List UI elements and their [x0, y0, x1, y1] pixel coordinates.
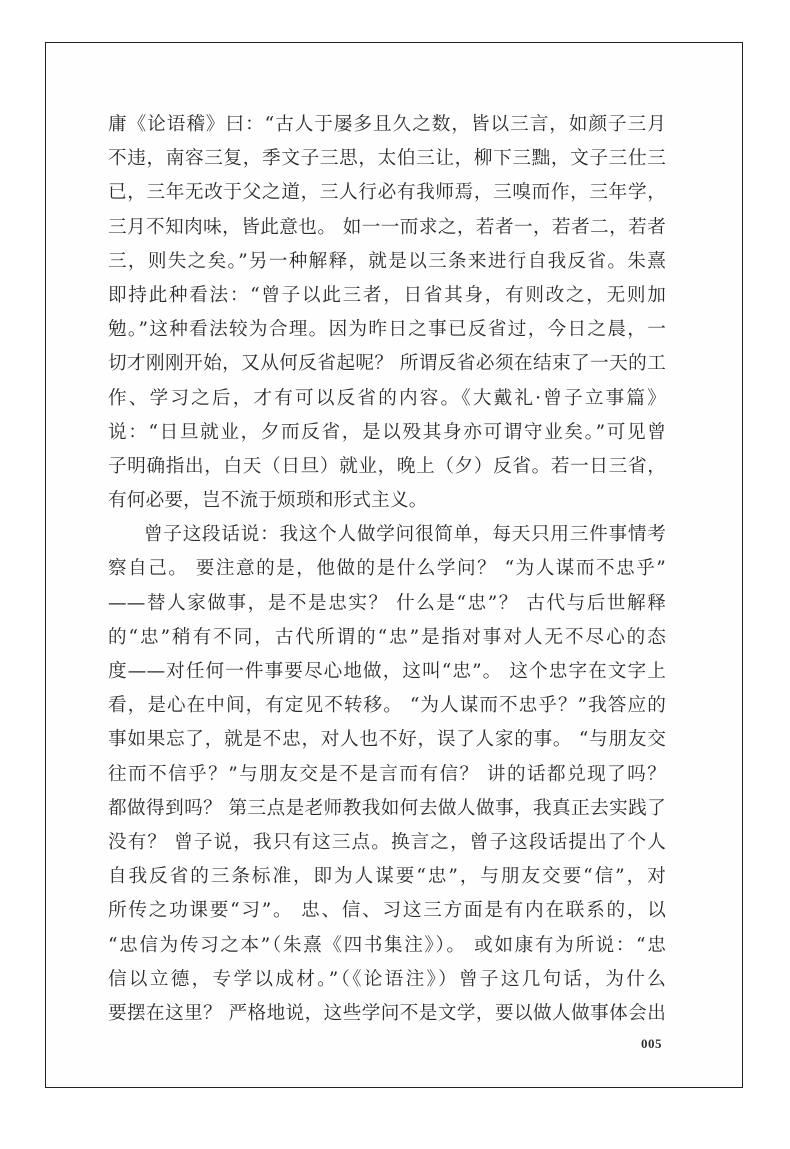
text-line: 所传之功课要“习”。 忠、信、习这三方面是有内在联系的，以: [108, 900, 666, 922]
page-number: 005: [641, 1036, 662, 1051]
text-line: 信以立德，专学以成材。”（《论语注》）曾子这几句话，为什么: [108, 968, 666, 990]
text-line: 作、学习之后，才有可以反省的内容。《大戴礼·曾子立事篇》: [108, 387, 666, 409]
text-line: 子明确指出，白天（日旦）就业，晚上（夕）反省。若一日三省，: [108, 455, 666, 477]
text-line: 察自己。 要注意的是，他做的是什么学问？ “为人谋而不忠乎”: [108, 558, 666, 580]
text-line: 度——对任何一件事要尽心地做，这叫“忠”。 这个忠字在文字上: [108, 661, 666, 682]
text-line: 庸《论语稽》曰：“古人于屡多且久之数，皆以三言，如颜子三月: [108, 114, 666, 135]
text-line: 有何必要，岂不流于烦琐和形式主义。: [108, 490, 428, 512]
text-line: 的“忠”稍有不同，古代所谓的“忠”是指对事对人无不尽心的态: [108, 626, 666, 648]
text-line: “忠信为传习之本”（朱熹《四书集注》）。 或如康有为所说：“忠: [108, 934, 666, 956]
text-line: 三，则失之矣。”另一种解释，就是以三条来进行自我反省。朱熹: [108, 250, 666, 272]
text-line: 都做得到吗？ 第三点是老师教我如何去做人做事，我真正去实践了: [108, 797, 666, 819]
text-line: 看，是心在中间，有定见不转移。 “为人谋而不忠乎？”我答应的: [108, 695, 666, 717]
text-line: 三月不知肉味，皆此意也。 如一一而求之，若者一，若者二，若者: [108, 216, 666, 238]
text-line: ——替人家做事，是不是忠实？ 什么是“忠”？ 古代与后世解释: [108, 592, 666, 614]
text-line: 事如果忘了，就是不忠，对人也不好，误了人家的事。 “与朋友交: [108, 729, 666, 751]
text-line: 自我反省的三条标准，即为人谋要“忠”，与朋友交要“信”，对: [108, 866, 666, 888]
body-text: [108, 108, 666, 1031]
text-line: 即持此种看法：“曾子以此三者，日省其身，有则改之，无则加: [108, 284, 666, 306]
text-line: 勉。”这种看法较为合理。因为昨日之事已反省过，今日之晨，一: [108, 319, 666, 341]
text-line: 往而不信乎？”与朋友交是不是言而有信？ 讲的话都兑现了吗？: [108, 763, 666, 785]
text-line: 没有？ 曾子说，我只有这三点。换言之，曾子这段话提出了个人: [108, 831, 666, 853]
paragraph-first-line: 曾子这段话说：我这个人做学问很简单，每天只用三件事情考: [144, 524, 666, 546]
text-line: 说：“日旦就业，夕而反省，是以殁其身亦可谓守业矣。”可见曾: [108, 421, 666, 443]
text-line: 切才刚刚开始，又从何反省起呢？ 所谓反省必须在结束了一天的工: [108, 353, 666, 375]
text-line: 要摆在这里？ 严格地说，这些学问不是文学，要以做人做事体会出: [108, 1002, 666, 1024]
text-line: 不违，南容三复，季文子三思，太伯三让，柳下三黜，文子三仕三: [108, 148, 666, 170]
text-line: 已，三年无改于父之道，三人行必有我师焉，三嗅而作，三年学，: [108, 182, 666, 204]
